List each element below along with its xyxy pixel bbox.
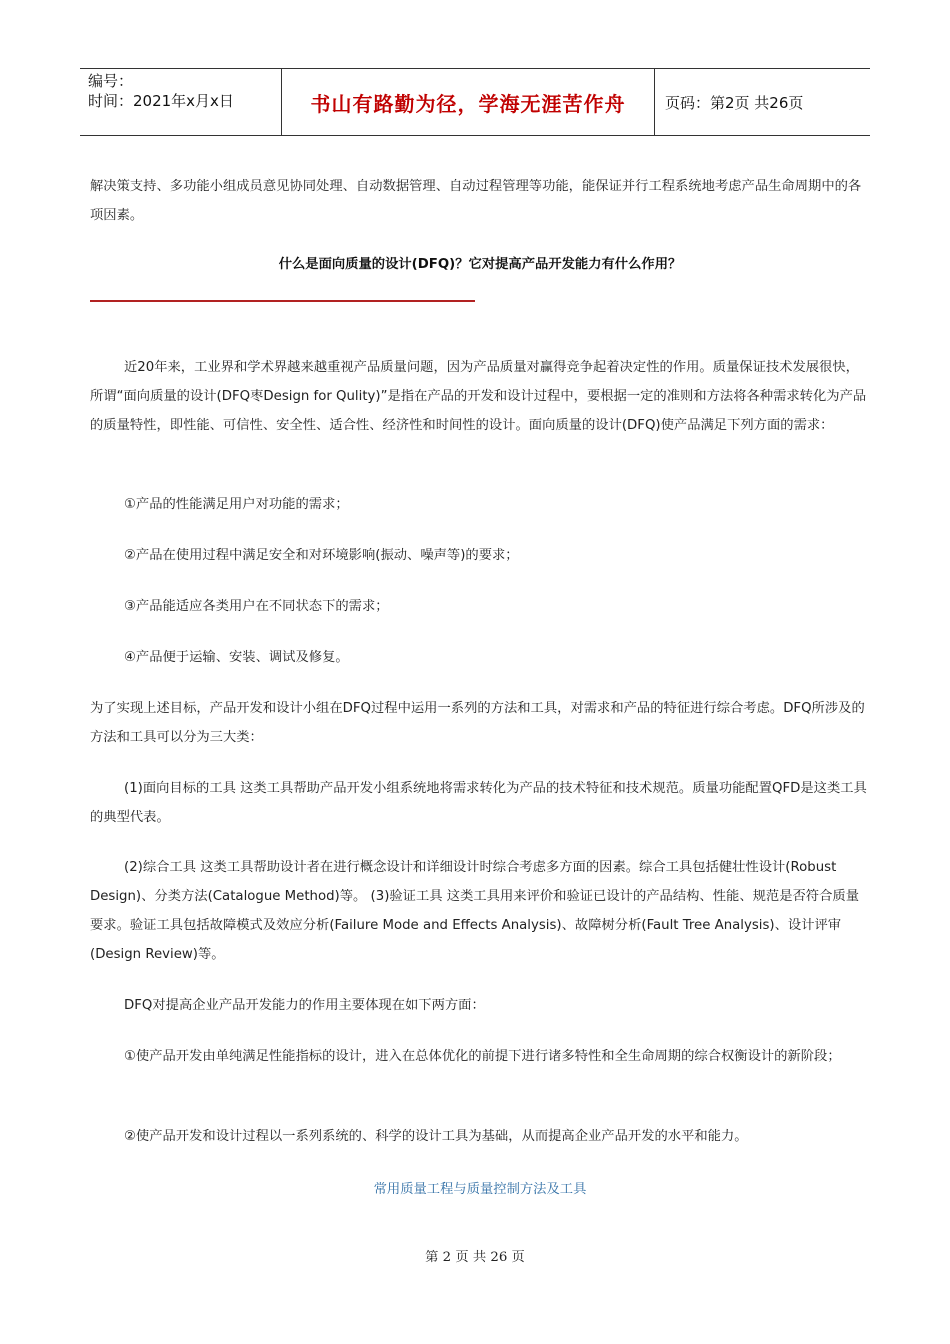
document-date: 时间：2021年x月x日 bbox=[88, 92, 234, 110]
tool-category-1: (1)面向目标的工具 这类工具帮助产品开发小组系统地将需求转化为产品的技术特征和技术规范。质量功能配置QFD是这类工具的典型代表。 bbox=[90, 781, 867, 825]
tool-category-2-3: (2)综合工具 这类工具帮助设计者在进行概念设计和详细设计时综合考虑多方面的因素。综合工具包括健壮性设计(Robust Design)、分类方法(Catalogue Method)等。 (3)验证工具 这类工具用来评价和验证已设计的产品结构、性能、规范是否符合质量要求。验证工具包括故障模式及效应分析(Failure Mode and Effects Analysis)、故障树分析(Fault Tree Analysis)、设计评审(Design Review)等。 bbox=[90, 860, 859, 962]
requirement-item-1: ①产品的性能满足用户对功能的需求； bbox=[124, 497, 349, 512]
page-footer: 第 2 页 共 26 页 bbox=[425, 1250, 525, 1265]
methods-paragraph: 为了实现上述目标，产品开发和设计小组在DFQ过程中运用一系列的方法和工具，对需求和产品的特征进行综合考虑。DFQ所涉及的方法和工具可以分为三大类： bbox=[90, 701, 865, 745]
effect-item-2: ②使产品开发和设计过程以一系列系统的、科学的设计工具为基础，从而提高企业产品开发的水平和能力。 bbox=[124, 1129, 748, 1144]
header-page-info bbox=[655, 69, 870, 135]
header-motto: 书山有路勤为径，学海无涯苦作舟 bbox=[310, 91, 626, 116]
section-title: 常用质量工程与质量控制方法及工具 bbox=[373, 1182, 587, 1197]
requirement-item-4: ④产品便于运输、安装、调试及修复。 bbox=[124, 650, 349, 665]
header-page-label: 页码：第2页 共26页 bbox=[665, 93, 804, 112]
effect-item-1: ①使产品开发由单纯满足性能指标的设计，进入在总体优化的前提下进行诸多特性和全生命周期的综合权衡设计的新阶段； bbox=[124, 1049, 841, 1064]
question-heading: 什么是面向质量的设计(DFQ)？它对提高产品开发能力有什么作用？ bbox=[278, 257, 682, 272]
header-meta bbox=[80, 69, 282, 135]
dfq-definition-paragraph: 近20年来，工业界和学术界越来越重视产品质量问题，因为产品质量对赢得竞争起着决定性的作用。质量保证技术发展很快，所谓“面向质量的设计(DFQ枣Design for Qulity)”是指在产品的开发和设计过程中，要根据一定的准则和方法将各种需求转化为产品的质量特性，即性能、可信性、安全性、适合性、经济性和时间性的设计。面向质量的设计(DFQ)使产品满足下列方面的需求： bbox=[90, 360, 867, 433]
document-header bbox=[80, 68, 870, 136]
heading-divider bbox=[90, 300, 475, 302]
effects-intro-paragraph: DFQ对提高企业产品开发能力的作用主要体现在如下两方面： bbox=[124, 998, 485, 1013]
requirement-item-2: ②产品在使用过程中满足安全和对环境影响(振动、噪声等)的要求； bbox=[124, 548, 519, 563]
intro-paragraph: 解决策支持、多功能小组成员意见协同处理、自动数据管理、自动过程管理等功能，能保证并行工程系统地考虑产品生命周期中的各项因素。 bbox=[90, 179, 862, 223]
header-motto-cell bbox=[282, 69, 655, 135]
document-number: 编号： bbox=[88, 72, 134, 90]
requirement-item-3: ③产品能适应各类用户在不同状态下的需求； bbox=[124, 599, 389, 614]
